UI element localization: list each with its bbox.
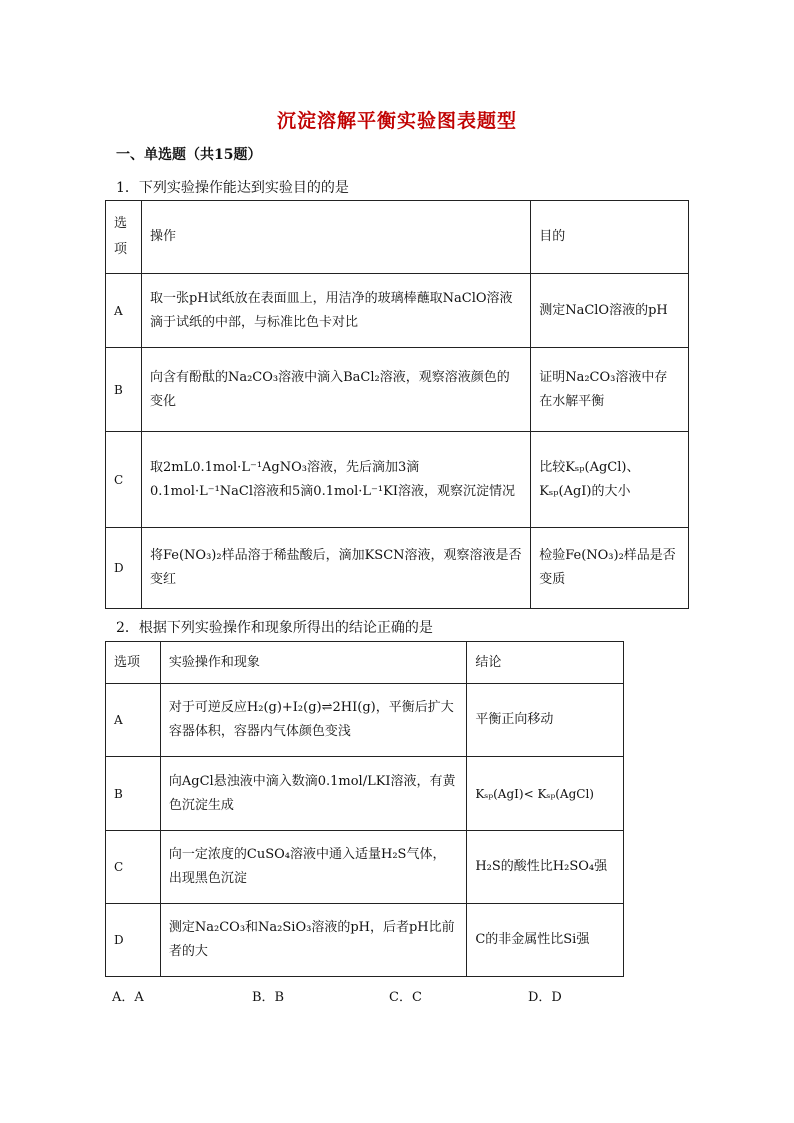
section-heading: 一、单选题（共15题） bbox=[116, 147, 262, 163]
row-option: A bbox=[106, 274, 142, 348]
row-operation: 对于可逆反应H₂(g)+I₂(g)⇌2HI(g)，平衡后扩大容器体积，容器内气体颜色变浅 bbox=[160, 684, 466, 757]
row-option: D bbox=[106, 528, 142, 609]
table-row bbox=[106, 528, 689, 609]
row-operation: 向一定浓度的CuSO₄溶液中通入适量H₂S气体，出现黑色沉淀 bbox=[160, 831, 466, 904]
question-2-stem: 2．根据下列实验操作和现象所得出的结论正确的是 bbox=[116, 620, 433, 636]
header-conclusion: 结论 bbox=[467, 642, 624, 684]
page-title: 沉淀溶解平衡实验图表题型 bbox=[276, 110, 517, 132]
table-row bbox=[106, 684, 624, 757]
table-header-row bbox=[106, 642, 624, 684]
row-option: C bbox=[106, 831, 161, 904]
table-row bbox=[106, 274, 689, 348]
header-operation: 操作 bbox=[141, 201, 530, 274]
table-row bbox=[106, 348, 689, 432]
table-row bbox=[106, 904, 624, 977]
row-option: B bbox=[106, 348, 142, 432]
row-operation: 向含有酚酞的Na₂CO₃溶液中滴入BaCl₂溶液，观察溶液颜色的变化 bbox=[141, 348, 530, 432]
row-goal: 比较Kₛₚ(AgCl)、Kₛₚ(AgI)的大小 bbox=[531, 432, 689, 528]
option-a[interactable]: A．A bbox=[112, 990, 144, 1005]
row-option: C bbox=[106, 432, 142, 528]
question-1-table bbox=[105, 200, 689, 609]
row-goal: 测定NaClO溶液的pH bbox=[531, 274, 689, 348]
header-operation: 实验操作和现象 bbox=[160, 642, 466, 684]
option-c[interactable]: C．C bbox=[389, 990, 422, 1005]
row-conclusion: H₂S的酸性比H₂SO₄强 bbox=[467, 831, 624, 904]
row-operation: 向AgCl悬浊液中滴入数滴0.1mol/LKI溶液，有黄色沉淀生成 bbox=[160, 757, 466, 831]
option-b[interactable]: B．B bbox=[252, 990, 285, 1005]
row-goal: 证明Na₂CO₃溶液中存在水解平衡 bbox=[531, 348, 689, 432]
table-row bbox=[106, 831, 624, 904]
table-header-row bbox=[106, 201, 689, 274]
question-2-table bbox=[105, 641, 624, 977]
header-goal: 目的 bbox=[531, 201, 689, 274]
row-option: A bbox=[106, 684, 161, 757]
row-conclusion: C的非金属性比Si强 bbox=[467, 904, 624, 977]
header-option: 选项 bbox=[106, 201, 142, 274]
row-operation: 将Fe(NO₃)₂样品溶于稀盐酸后，滴加KSCN溶液，观察溶液是否变红 bbox=[141, 528, 530, 609]
row-operation: 测定Na₂CO₃和Na₂SiO₃溶液的pH，后者pH比前者的大 bbox=[160, 904, 466, 977]
question-1-stem: 1．下列实验操作能达到实验目的的是 bbox=[116, 180, 349, 196]
row-conclusion: 平衡正向移动 bbox=[467, 684, 624, 757]
option-d[interactable]: D．D bbox=[528, 990, 562, 1005]
row-option: B bbox=[106, 757, 161, 831]
table-row bbox=[106, 432, 689, 528]
row-goal: 检验Fe(NO₃)₂样品是否变质 bbox=[531, 528, 689, 609]
row-operation: 取2mL0.1mol·L⁻¹AgNO₃溶液，先后滴加3滴0.1mol·L⁻¹NaCl溶液和5滴0.1mol·L⁻¹KI溶液，观察沉淀情况 bbox=[141, 432, 530, 528]
row-operation: 取一张pH试纸放在表面皿上，用洁净的玻璃棒蘸取NaClO溶液滴于试纸的中部，与标准比色卡对比 bbox=[141, 274, 530, 348]
header-option: 选项 bbox=[106, 642, 161, 684]
row-option: D bbox=[106, 904, 161, 977]
row-conclusion: Kₛₚ(AgI)< Kₛₚ(AgCl) bbox=[467, 757, 624, 831]
table-row bbox=[106, 757, 624, 831]
